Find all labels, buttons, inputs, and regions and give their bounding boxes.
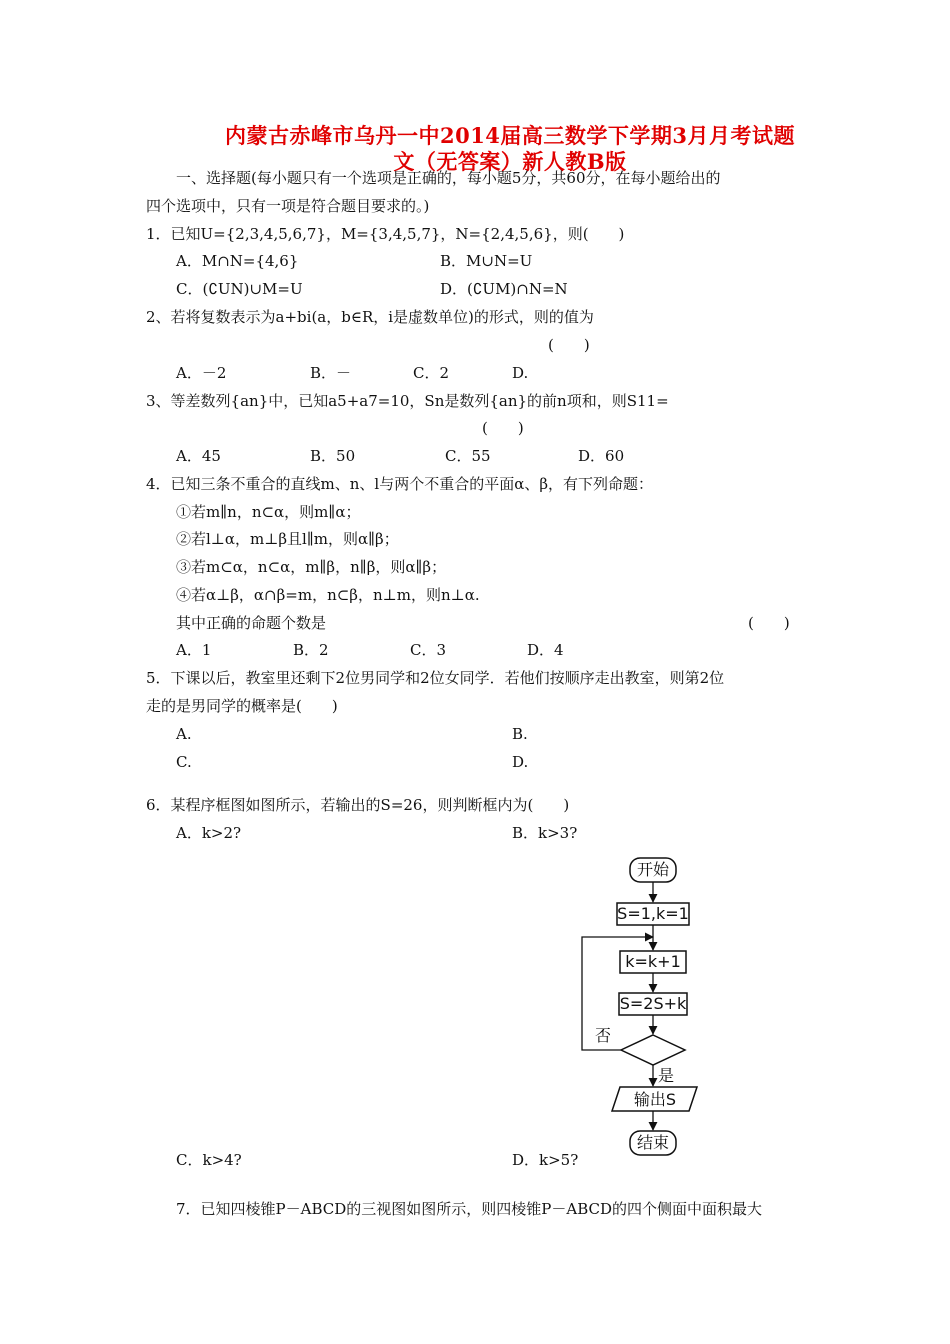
question-2-option-b: B．－ — [310, 364, 352, 382]
question-3-stem: 3、等差数列{an}中，已知a5+a7=10，Sn是数列{an}的前n项和，则S11= — [146, 392, 669, 410]
question-4-tail: 其中正确的命题个数是 — [176, 614, 327, 632]
question-2-stem: 2、若将复数表示为a+bi(a，b∈R，i是虚数单位)的形式，则的值为 — [146, 308, 594, 326]
question-2-answer-paren: ( ) — [548, 336, 590, 354]
question-5-stem-cont: 走的是男同学的概率是( ) — [146, 697, 338, 715]
question-5-option-b: B. — [512, 725, 528, 743]
question-1-option-a: A．M∩N={4,6} — [176, 252, 299, 270]
question-4-option-a: A．1 — [176, 641, 212, 659]
flow-no-label: 否 — [595, 1026, 612, 1045]
question-2-option-a: A．－2 — [176, 364, 227, 382]
question-4-option-b: B．2 — [293, 641, 329, 659]
question-6-option-a: A．k>2? — [176, 824, 242, 842]
question-3-option-b: B．50 — [310, 447, 356, 465]
question-3-option-a: A．45 — [176, 447, 221, 465]
flow-start-label: 开始 — [636, 860, 670, 879]
question-5-stem: 5．下课以后，教室里还剩下2位男同学和2位女同学．若他们按顺序走出教室，则第2位 — [146, 669, 725, 687]
question-4-proposition-2: ②若l⊥α，m⊥β且l∥m，则α∥β； — [176, 530, 399, 548]
question-4-proposition-3: ③若m⊂α，n⊂α，m∥β，n∥β，则α∥β； — [176, 558, 447, 576]
question-3-answer-paren: ( ) — [482, 419, 524, 437]
flow-yes-label: 是 — [658, 1066, 675, 1085]
question-5-option-a: A. — [176, 725, 192, 743]
flow-update-label: S=2S+k — [619, 994, 687, 1013]
question-4-option-c: C．3 — [410, 641, 447, 659]
question-4-answer-paren: ( ) — [748, 614, 790, 632]
question-1-stem: 1．已知U={2,3,4,5,6,7}，M={3,4,5,7}，N={2,4,5,6}，则( ) — [146, 225, 625, 243]
document-title-line2: 文（无答案）新人教B版 — [393, 149, 627, 174]
question-4-proposition-4: ④若α⊥β，α∩β=m，n⊂β，n⊥m，则n⊥α. — [176, 586, 480, 604]
question-5-option-d: D. — [512, 753, 529, 771]
question-6-stem: 6．某程序框图如图所示，若输出的S=26，则判断框内为( ) — [146, 796, 570, 814]
question-3-option-d: D．60 — [578, 447, 625, 465]
question-6-option-b: B．k>3? — [512, 824, 578, 842]
question-7-stem: 7．已知四棱锥P－ABCD的三视图如图所示，则四棱锥P－ABCD的四个侧面中面积最大 — [176, 1200, 763, 1218]
question-1-option-b: B．M∪N=U — [440, 252, 533, 270]
document-title-line1: 内蒙古赤峰市乌丹一中2014届高三数学下学期3月月考试题 — [224, 123, 796, 148]
question-1-option-d: D．(∁UM)∩N=N — [440, 280, 568, 298]
flow-decision-diamond — [621, 1035, 685, 1065]
question-4-option-d: D．4 — [527, 641, 564, 659]
program-flowchart — [575, 855, 705, 1160]
flow-increment-label: k=k+1 — [625, 952, 681, 971]
question-1-option-c: C．(∁UN)∪M=U — [176, 280, 303, 298]
question-6-option-d: D．k>5? — [512, 1151, 579, 1169]
section-heading: 一、选择题(每小题只有一个选项是正确的，每小题5分，共60分，在每小题给出的 — [176, 169, 721, 187]
question-2-option-c: C．2 — [413, 364, 450, 382]
flow-end-label: 结束 — [636, 1133, 670, 1152]
question-4-proposition-1: ①若m∥n，n⊂α，则m∥α； — [176, 503, 361, 521]
question-2-option-d: D. — [512, 364, 529, 382]
question-3-option-c: C．55 — [445, 447, 491, 465]
flow-output-label: 输出S — [633, 1090, 677, 1109]
section-heading-cont: 四个选项中，只有一项是符合题目要求的。) — [146, 197, 430, 215]
question-4-stem: 4．已知三条不重合的直线m、n、l与两个不重合的平面α、β，有下列命题： — [146, 475, 654, 493]
flow-init-label: S=1,k=1 — [617, 904, 689, 923]
question-6-option-c: C．k>4? — [176, 1151, 242, 1169]
question-5-option-c: C. — [176, 753, 192, 771]
